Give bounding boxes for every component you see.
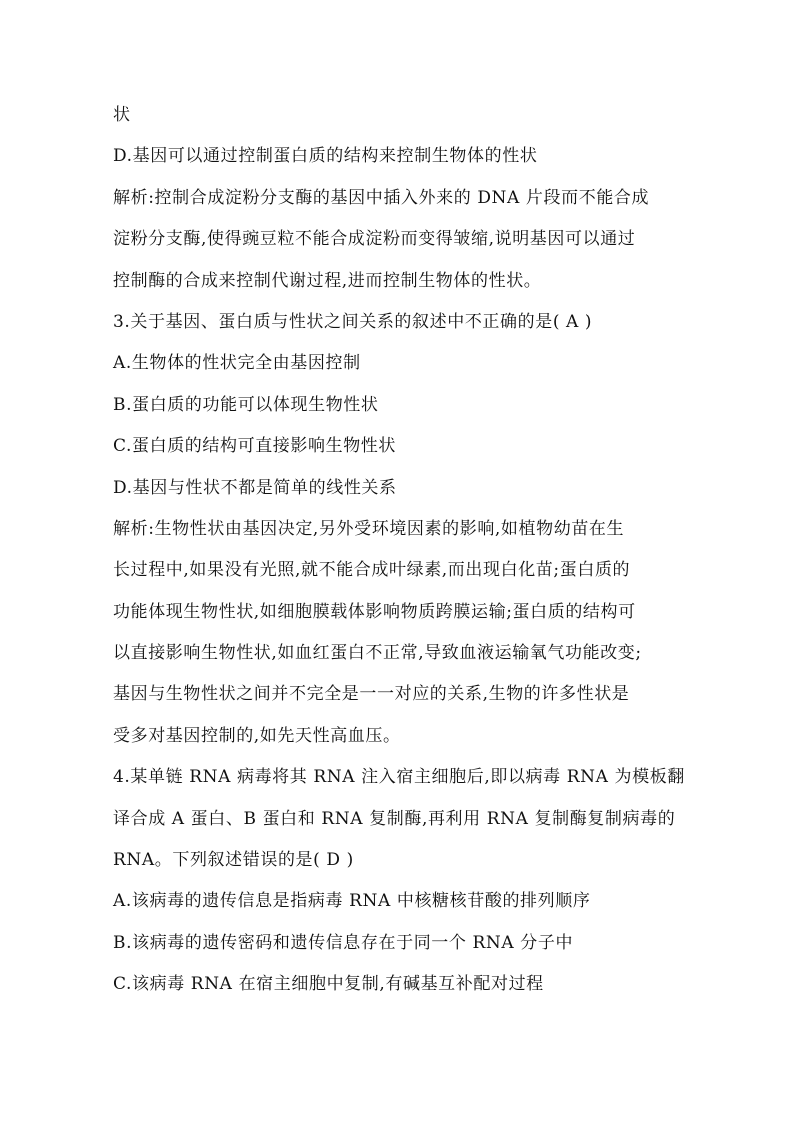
analysis-q2-line3: 控制酶的合成来控制代谢过程,进而控制生物体的性状。 bbox=[113, 270, 542, 291]
question-4-line2: 译合成 A 蛋白、B 蛋白和 RNA 复制酶,再利用 RNA 复制酶复制病毒的 bbox=[113, 808, 676, 829]
analysis-q3-line2: 长过程中,如果没有光照,就不能合成叶绿素,而出现白化苗;蛋白质的 bbox=[113, 560, 631, 581]
question-4-line1: 4.某单链 RNA 病毒将其 RNA 注入宿主细胞后,即以病毒 RNA 为模板翻 bbox=[113, 767, 685, 788]
option-c-q4: C.该病毒 RNA 在宿主细胞中复制,有碱基互补配对过程 bbox=[113, 974, 544, 995]
analysis-q3-line1: 解析:生物性状由基因决定,另外受环境因素的影响,如植物幼苗在生 bbox=[113, 518, 625, 539]
question-4-line3: RNA。下列叙述错误的是( D ) bbox=[113, 850, 354, 871]
analysis-q2-line1: 解析:控制合成淀粉分支酶的基因中插入外来的 DNA 片段而不能合成 bbox=[113, 187, 650, 208]
option-b-q3: B.蛋白质的功能可以体现生物性状 bbox=[113, 394, 379, 415]
option-d-q3: D.基因与性状不都是简单的线性关系 bbox=[113, 477, 397, 498]
analysis-q3-line4: 以直接影响生物性状,如血红蛋白不正常,导致血液运输氧气功能改变; bbox=[113, 643, 642, 664]
option-a-q4: A.该病毒的遗传信息是指病毒 RNA 中核糖核苷酸的排列顺序 bbox=[113, 891, 591, 912]
option-b-q4: B.该病毒的遗传密码和遗传信息存在于同一个 RNA 分子中 bbox=[113, 932, 574, 953]
question-3: 3.关于基因、蛋白质与性状之间关系的叙述中不正确的是( A ) bbox=[113, 311, 593, 332]
analysis-q3-line5: 基因与生物性状之间并不完全是一一对应的关系,生物的许多性状是 bbox=[113, 684, 630, 705]
analysis-q3-line3: 功能体现生物性状,如细胞膜载体影响物质跨膜运输;蛋白质的结构可 bbox=[113, 601, 636, 622]
option-d-q2: D.基因可以通过控制蛋白质的结构来控制生物体的性状 bbox=[113, 146, 538, 167]
document-content bbox=[113, 100, 693, 1011]
analysis-q2-line2: 淀粉分支酶,使得豌豆粒不能合成淀粉而变得皱缩,说明基因可以通过 bbox=[113, 229, 636, 250]
option-a-q3: A.生物体的性状完全由基因控制 bbox=[113, 353, 361, 374]
text-line-continuation: 状 bbox=[113, 105, 131, 125]
analysis-q3-line6: 受多对基因控制的,如先天性高血压。 bbox=[113, 725, 401, 746]
option-c-q3: C.蛋白质的结构可直接影响生物性状 bbox=[113, 436, 397, 457]
